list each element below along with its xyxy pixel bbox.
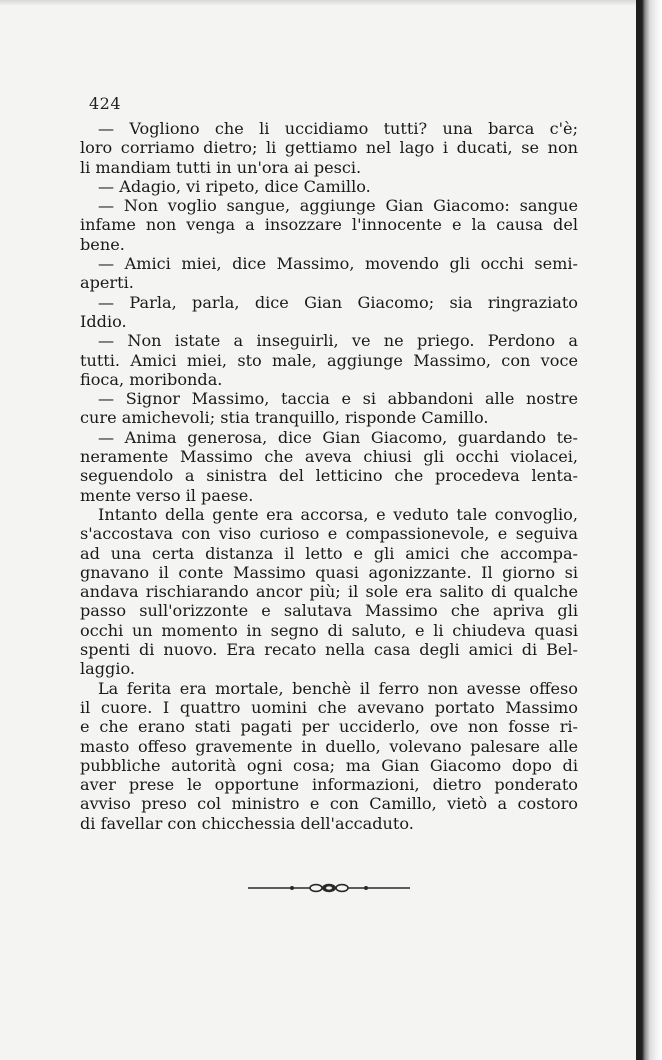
text-line: fioca, moribonda. xyxy=(80,369,223,389)
text-line: — Adagio, vi ripeto, dice Camillo. xyxy=(98,176,371,196)
text-line: — Vogliono che li uccidiamo tutti? una barca c'è; xyxy=(98,119,578,138)
text-line: bene. xyxy=(80,234,125,254)
text-line: occhi un momento in segno di saluto, e li chiudeva quasi xyxy=(80,620,578,640)
text-line: tutti. Amici miei, sto male, aggiunge Massimo, con voce xyxy=(80,350,578,370)
text-line: ad una certa distanza il letto e gli amici che accompa- xyxy=(80,543,578,563)
page-binding-edge xyxy=(636,0,662,1060)
text-line: andava rischiarando ancor più; il sole era salito di qualche xyxy=(80,582,578,602)
text-line: — Signor Massimo, taccia e si abbandoni alle nostre xyxy=(98,389,578,409)
text-line: Iddio. xyxy=(80,311,127,331)
body-text xyxy=(80,119,578,833)
text-line: il cuore. I quattro uomini che avevano portato Massimo xyxy=(80,697,578,717)
text-line: passo sull'orizzonte e salutava Massimo che apriva gli xyxy=(80,601,578,621)
text-line: li mandiam tutti in un'ora ai pesci. xyxy=(80,157,362,177)
text-line: — Non istate a inseguirli, ve ne priego. Perdono a xyxy=(98,331,578,351)
text-line: pubbliche autorità ogni cosa; ma Gian Giacomo dopo di xyxy=(80,755,578,775)
text-line: — Non voglio sangue, aggiunge Gian Giacomo: sangue xyxy=(98,196,578,216)
text-line: avviso preso col ministro e con Camillo, vietò a costoro xyxy=(80,794,578,814)
text-line: — Amici miei, dice Massimo, movendo gli occhi semi- xyxy=(98,254,578,274)
text-line: Intanto della gente era accorsa, e veduto tale convoglio, xyxy=(98,504,578,524)
text-line: — Parla, parla, dice Gian Giacomo; sia ringraziato xyxy=(98,292,578,312)
text-line: infame non venga a insozzare l'innocente e la causa del xyxy=(80,215,578,235)
text-line: mente verso il paese. xyxy=(80,485,254,505)
text-line: La ferita era mortale, benchè il ferro non avesse offeso xyxy=(98,678,578,698)
text-line: gnavano il conte Massimo quasi agonizzante. Il giorno si xyxy=(80,562,578,582)
text-line: spenti di nuovo. Era recato nella casa degli amici di Bel- xyxy=(80,640,578,660)
page-top-shadow xyxy=(0,0,640,6)
text-line: seguendolo a sinistra del letticino che procedeva lenta- xyxy=(80,466,578,486)
text-line: aperti. xyxy=(80,273,134,293)
text-line: s'accostava con viso curioso e compassionevole, e seguiva xyxy=(80,524,578,544)
page-number: 424 xyxy=(89,94,122,113)
text-line: loro corriamo dietro; li gettiamo nel lago i ducati, se non xyxy=(80,138,578,158)
text-line: masto offeso gravemente in duello, volevano palesare alle xyxy=(80,736,578,756)
text-line: cure amichevoli; stia tranquillo, risponde Camillo. xyxy=(80,408,489,428)
text-line: aver prese le opportune informazioni, dietro ponderato xyxy=(80,775,578,795)
ornament-rule-icon xyxy=(248,880,410,896)
text-line: di favellar con chicchessia dell'accaduto. xyxy=(80,813,414,833)
text-line: laggio. xyxy=(80,659,136,679)
text-line: — Anima generosa, dice Gian Giacomo, guardando te- xyxy=(98,427,578,447)
text-line: neramente Massimo che aveva chiusi gli occhi violacei, xyxy=(80,447,578,467)
text-line: e che erano stati pagati per ucciderlo, ove non fosse ri- xyxy=(80,717,578,737)
